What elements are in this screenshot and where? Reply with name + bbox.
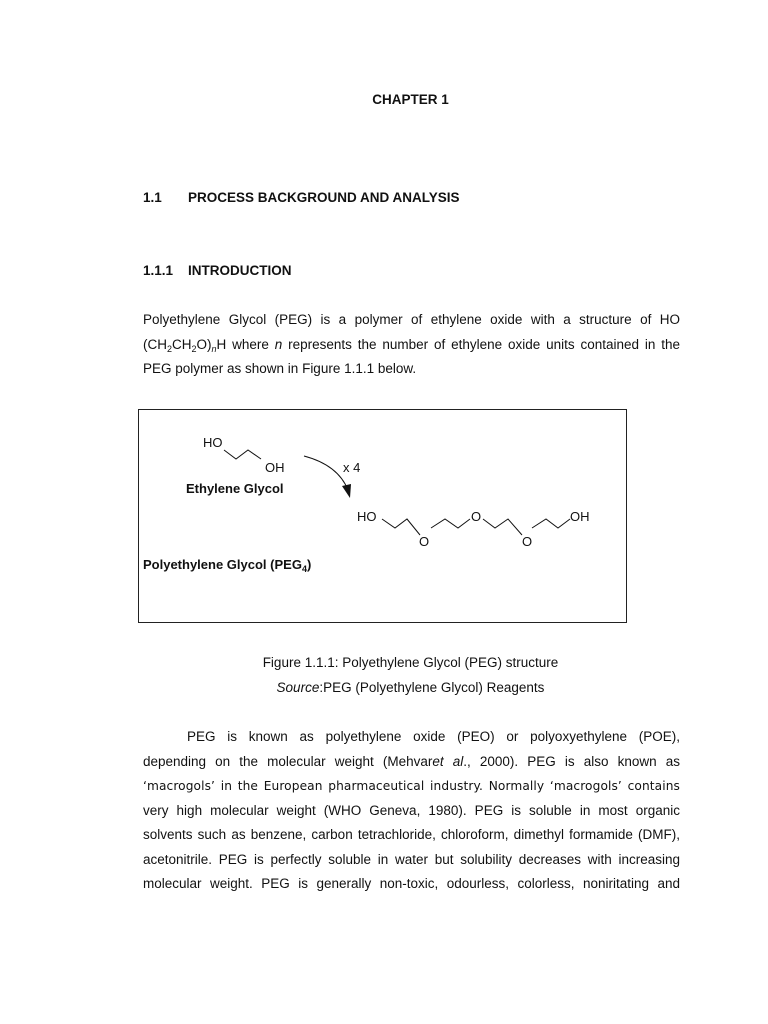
body-line-1: PEG is known as polyethylene oxide (PEO) or polyoxyethylene (POE),	[187, 729, 680, 744]
peg-bonds-2	[431, 519, 470, 528]
body-line-3: ‘macrogols’ in the European pharmaceutical industry. Normally ‘macrogols’ contains	[143, 779, 680, 793]
section-title: PROCESS BACKGROUND AND ANALYSIS	[188, 190, 460, 205]
oh-label-chain: OH	[570, 509, 590, 524]
intro-line-3: PEG polymer as shown in Figure 1.1.1 below.	[143, 361, 417, 376]
subsection-title: INTRODUCTION	[188, 263, 292, 278]
peg4-label: Polyethylene Glycol $(PEG_4)$	[143, 557, 312, 574]
peg-bonds-3	[483, 519, 522, 535]
ethylene-glycol-label: Ethylene Glycol	[186, 481, 284, 496]
multiplier-label: x 4	[343, 460, 361, 475]
intro-paragraph	[143, 308, 680, 382]
subsection-number: 1.1.1	[143, 263, 174, 278]
oxygen-label-1: O	[419, 534, 430, 549]
section-number: 1.1	[143, 190, 162, 205]
body-paragraph	[143, 725, 680, 897]
ho-label-chain: HO	[357, 509, 377, 524]
intro-line-1: Polyethylene Glycol (PEG) is a polymer of ethylene oxide with a structure of HO	[143, 312, 680, 327]
body-line-5: solvents such as benzene, carbon tetrachloride, chloroform, dimethyl formamide (DMF),	[143, 827, 680, 842]
body-line-6: acetonitrile. PEG is perfectly soluble in water but solubility decreases with increasing	[143, 851, 680, 867]
figure-source: Source:PEG (Polyethylene Glycol) Reagents	[276, 680, 545, 695]
intro-line-2: $(CH_2CH_2O)_nH$ where n represents the number of ethylene oxide units contained in the	[143, 336, 680, 354]
figure-caption: Figure 1.1.1: Polyethylene Glycol (PEG) structure	[262, 655, 559, 670]
reaction-arrow	[304, 456, 348, 490]
figure-box	[138, 409, 627, 623]
body-line-7: molecular weight. PEG is generally non-toxic, odourless, colorless, noniritating and	[143, 876, 680, 891]
oh-label-top: OH	[265, 460, 285, 475]
arrow-head-icon	[342, 484, 351, 498]
ho-label-top: HO	[203, 435, 223, 450]
oxygen-label-3: O	[522, 534, 533, 549]
peg-bonds-1	[382, 519, 420, 535]
oxygen-label-2: O	[471, 509, 482, 524]
ethylene-glycol-bonds	[224, 450, 261, 459]
body-line-4: very high molecular weight (WHO Geneva, 1980). PEG is soluble in most organic	[143, 802, 680, 818]
peg-bonds-4	[532, 519, 570, 528]
body-line-2: depending on the molecular weight (Mehvaret al., 2000). PEG is also known as	[143, 753, 680, 769]
chapter-heading: CHAPTER 1	[372, 92, 449, 107]
